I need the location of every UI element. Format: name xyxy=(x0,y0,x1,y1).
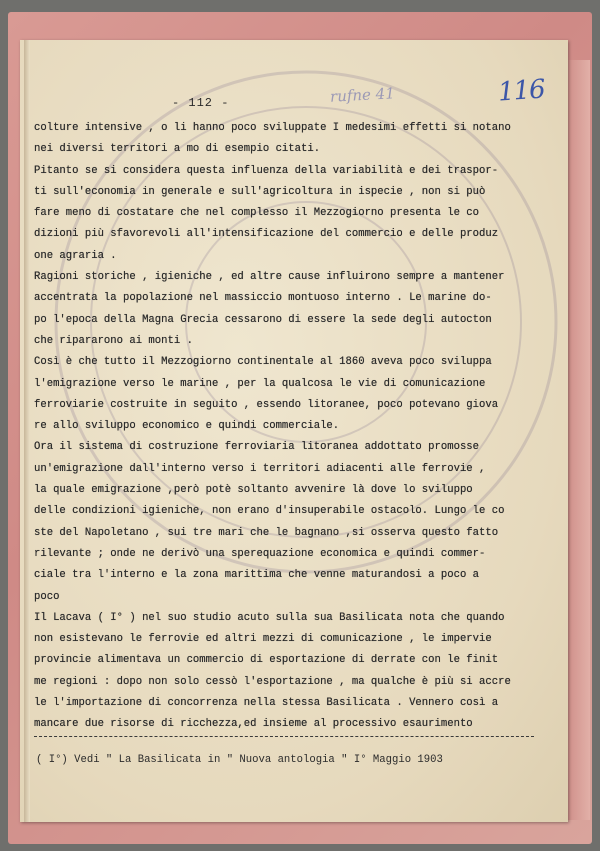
text-line: ferroviarie costruite in seguito , essendo litoranee, poco potevano giova xyxy=(34,398,499,411)
text-line: provincie alimentava un commercio di esportazione di derrate con le finit xyxy=(34,654,499,667)
text-line: le l'importazione di concorrenza nella stessa Basilicata . Vennero così a xyxy=(34,697,499,710)
text-line: che ripararono ai monti . xyxy=(34,334,193,347)
footnote: ( I°) Vedi " La Basilicata in " Nuova antologia " I° Maggio 1903 xyxy=(36,754,443,766)
text-line: colture intensive , o li hanno poco sviluppate I medesimi effetti si notano xyxy=(34,122,511,134)
text-line: Ragioni storiche , igieniche , ed altre cause influirono sempre a mantener xyxy=(34,271,505,284)
text-line: Ora il sistema di costruzione ferroviaria litoranea addottato promosse xyxy=(34,441,480,454)
footnote-separator xyxy=(34,736,534,737)
text-line: one agraria . xyxy=(34,249,117,262)
text-line: poco xyxy=(34,590,60,603)
handwritten-folio-number: 116 xyxy=(497,74,546,108)
text-line: ti sull'economia in generale e sull'agricoltura in ispecie , non si può xyxy=(34,185,486,198)
page-binding-shadow xyxy=(24,40,30,822)
text-line: re allo sviluppo economico e quindi commerciale. xyxy=(34,420,340,433)
text-line: Il Lacava ( I° ) nel suo studio acuto sulla sua Basilicata nota che quando xyxy=(34,611,505,624)
text-line: dizioni più sfavorevoli all'intensificazione del commercio e delle produz xyxy=(34,228,499,241)
typed-body-text xyxy=(34,118,556,736)
text-line: non esistevano le ferrovie ed altri mezzi di comunicazione , le impervie xyxy=(34,633,492,646)
handwritten-annotation: rufne 41 xyxy=(329,84,396,106)
text-line: delle condizioni igieniche, non erano d'insuperabile ostacolo. Lungo le co xyxy=(34,505,505,518)
text-line: la quale emigrazione ,però potè soltanto avvenire là dove lo sviluppo xyxy=(34,484,473,497)
text-line: me regioni : dopo non solo cessò l'esportazione , ma qualche è più si accre xyxy=(34,675,511,688)
text-line: rilevante ; onde ne derivò una sperequazione economica e quindi commer- xyxy=(34,547,486,560)
text-line: ciale tra l'interno e la zona marittima che venne maturandosi a poco a xyxy=(34,569,480,582)
text-line: un'emigrazione dall'interno verso i territori adiacenti alle ferrovie , xyxy=(34,462,486,475)
text-line: Così è che tutto il Mezzogiorno continentale al 1860 aveva poco sviluppa xyxy=(34,356,492,369)
text-line: accentrata la popolazione nel massiccio montuoso interno . Le marine do- xyxy=(34,292,492,305)
text-line: ste del Napoletano , sui tre mari che le bagnano ,si osserva questo fatto xyxy=(34,526,499,539)
text-line: fare meno di costatare che nel complesso il Mezzogiorno presenta le co xyxy=(34,207,480,220)
text-line: mancare due risorse di ricchezza,ed insieme al processivo esaurimento xyxy=(34,718,473,731)
text-line: l'emigrazione verso le marine , per la qualcosa le vie di comunicazione xyxy=(34,377,486,390)
text-line: po l'epoca della Magna Grecia cessarono di essere la sede degli autocton xyxy=(34,313,492,326)
text-line: nei diversi territori a mo di esempio citati. xyxy=(34,143,321,156)
page-number: - 112 - xyxy=(172,96,230,110)
text-line: Pitanto se si considera questa influenza della variabilità e dei traspor- xyxy=(34,164,499,177)
